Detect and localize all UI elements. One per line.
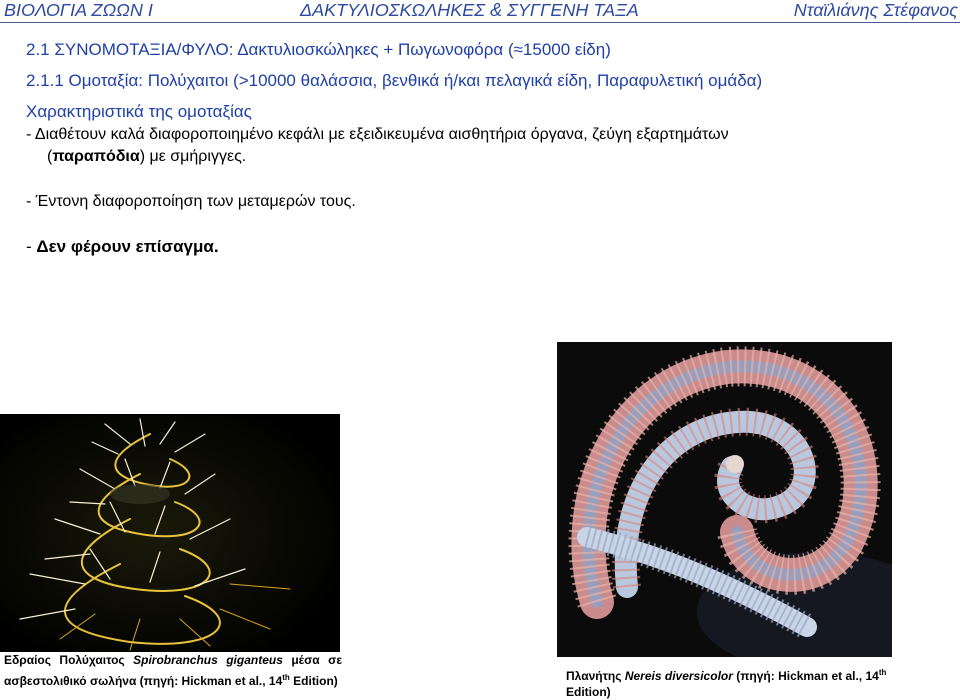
right-caption-sup: th [878,668,887,677]
right-caption-mid: (πηγή: Hickman et al., 14 [732,669,879,683]
parapodia-term: παραπόδια [52,148,140,165]
ragworm-illustration [557,342,892,657]
bullet-1-line-2 [47,148,246,166]
header-course-title: ΒΙΟΛΟΓΙΑ ΖΩΩΝ Ι [4,0,153,20]
left-caption-prefix: Εδραίος Πολύχαιτος [4,653,134,667]
left-caption-species: Spirobranchus giganteus [133,653,283,667]
right-caption-species: Nereis diversicolor [624,669,733,683]
paren-open: ( [47,148,53,165]
left-caption-mid: μέσα σε ασβεστολιθικό σωλήνα (πηγή: Hickman et al., 14 [4,653,343,688]
right-caption-prefix: Πλανήτης [566,669,625,683]
right-photo-caption [566,665,916,700]
header-author: Νταϊλιάνης Στέφανος [793,0,958,20]
subsection-title: 2.1.1 Ομοταξία: Πολύχαιτοι (>10000 θαλάσσια, βενθικά ή/και πελαγικά είδη, Παραφυλετική ομάδα) [26,71,763,90]
page-header [0,0,960,23]
left-caption-end: Edition) [289,674,338,688]
bullet-3-bold: Δεν φέρουν επίσαγμα. [36,237,219,256]
header-topic: ΔΑΚΤΥΛΙΟΣΚΩΛΗΚΕΣ & ΣΥΓΓΕΝΗ ΤΑΞΑ [300,0,639,20]
characteristics-heading: Χαρακτηριστικά της ομοταξίας [26,102,252,121]
left-photo-caption [4,652,342,690]
bullet-1-line-1: - Διαθέτουν καλά διαφοροποιημένο κεφάλι με εξειδικευμένα αισθητήρια όργανα, ζεύγη εξαρτημάτων [26,126,729,143]
bullet-2: - Έντονη διαφοροποίηση των μεταμερών τους. [26,193,356,210]
bullet-3 [26,237,219,257]
christmas-tree-worm-photo [0,414,340,652]
right-caption-end: Edition) [566,685,611,699]
bullet-1-rest: ) με σμήριγγες. [139,148,247,165]
section-title: 2.1 ΣΥΝΟΜΟΤΑΞΙΑ/ΦΥΛΟ: Δακτυλιοσκώληκες + Πωγωνοφόρα (≈15000 είδη) [26,40,611,59]
left-caption-sup: th [282,673,290,682]
bullet-3-dash: - [26,237,37,256]
christmas-tree-worm-illustration [0,414,340,652]
ragworm-photo [557,342,892,657]
